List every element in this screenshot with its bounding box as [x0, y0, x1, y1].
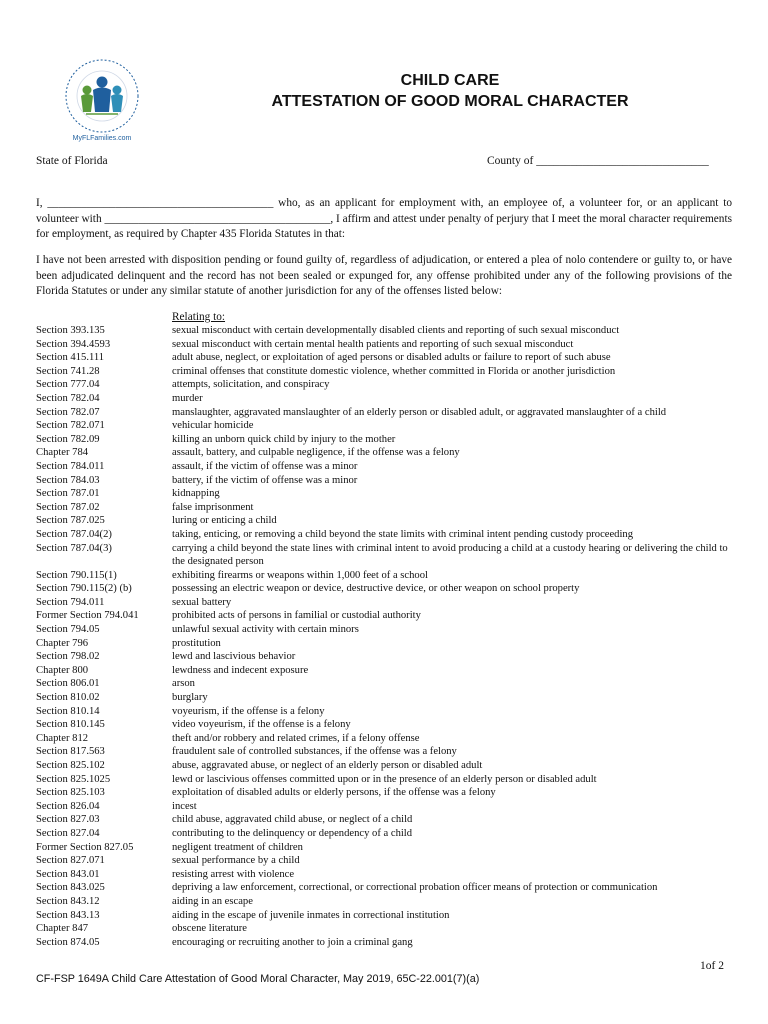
offense-description: assault, if the victim of offense was a minor	[172, 460, 358, 472]
offense-row	[36, 800, 736, 814]
offense-section: Chapter 812	[36, 732, 89, 744]
page-number: 1of 2	[700, 960, 724, 972]
offense-description: aiding in an escape	[172, 895, 253, 907]
offense-section: Section 777.04	[36, 379, 100, 391]
offense-section: Former Section 827.05	[36, 841, 134, 853]
offense-section: Section 790.115(1)	[36, 569, 117, 581]
form-footer: CF-FSP 1649A Child Care Attestation of Good Moral Character, May 2019, 65C-22.001(7)(a)	[36, 973, 480, 985]
offense-row	[36, 895, 736, 909]
offense-row	[36, 419, 736, 433]
offense-row	[36, 936, 736, 950]
offense-row	[36, 759, 736, 773]
offense-description: exhibiting firearms or weapons within 1,000 feet of a school	[172, 569, 428, 581]
offense-description: luring or enticing a child	[172, 515, 277, 527]
offense-row	[36, 677, 736, 691]
offense-section: Section 843.025	[36, 882, 105, 894]
offense-row	[36, 909, 736, 923]
offense-description: contributing to the delinquency or dependency of a child	[172, 827, 413, 839]
offense-section: Section 843.01	[36, 868, 100, 880]
offense-section: Section 843.13	[36, 909, 100, 921]
offense-section: Chapter 800	[36, 664, 89, 676]
relating-to-label: Relating to:	[172, 311, 226, 323]
offense-section: Section 826.04	[36, 800, 100, 812]
offense-description: exploitation of disabled adults or elderly persons, if the offense was a felony	[172, 787, 496, 799]
offense-description: theft and/or robbery and related crimes, if a felony offense	[172, 732, 420, 744]
offense-row	[36, 433, 736, 447]
offense-description: adult abuse, neglect, or exploitation of aged persons or disabled adults or failure to report of such abuse	[172, 352, 611, 364]
offense-section: Section 825.103	[36, 787, 105, 799]
offense-description: lewd or lascivious offenses committed upon or in the presence of an elderly person or disabled adult	[172, 773, 597, 785]
offense-row	[36, 705, 736, 719]
offense-row	[36, 854, 736, 868]
offense-section: Section 787.025	[36, 515, 105, 527]
offense-row	[36, 582, 736, 596]
offense-row	[36, 868, 736, 882]
offense-section: Section 806.01	[36, 678, 100, 690]
offense-section: Section 810.02	[36, 692, 100, 704]
offense-row	[36, 691, 736, 705]
county-field[interactable]: County of ______________________________	[487, 155, 709, 167]
offense-description: obscene literature	[172, 923, 247, 935]
offense-row	[36, 569, 736, 583]
offense-section: Section 782.07	[36, 406, 100, 418]
offense-section: Section 794.05	[36, 624, 100, 636]
offense-row	[36, 827, 736, 841]
offense-description: manslaughter, aggravated manslaughter of an elderly person or disabled adult, or aggravated manslaughter of a child	[172, 406, 667, 418]
offense-row	[36, 378, 736, 392]
offense-row	[36, 664, 736, 678]
offense-row	[36, 609, 736, 623]
dcf-logo	[56, 52, 148, 144]
offense-row	[36, 623, 736, 637]
offense-section: Section 827.04	[36, 827, 100, 839]
offense-row	[36, 922, 736, 936]
offense-description: carrying a child beyond the state lines with criminal intent to avoid producing a child at a custody hearing or delivering the child to the designated person	[172, 542, 728, 568]
offense-row	[36, 528, 736, 542]
offense-row	[36, 732, 736, 746]
offense-description: lewdness and indecent exposure	[172, 664, 309, 676]
offense-row	[36, 324, 736, 338]
offense-description: kidnapping	[172, 488, 220, 500]
offense-description: battery, if the victim of offense was a minor	[172, 474, 358, 486]
offense-description: voyeurism, if the offense is a felony	[172, 705, 325, 717]
offense-section: Section 798.02	[36, 651, 100, 663]
offense-section: Section 784.011	[36, 460, 105, 472]
offense-section: Section 782.09	[36, 433, 100, 445]
offense-row	[36, 474, 736, 488]
form-title	[200, 70, 700, 112]
offense-description: sexual battery	[172, 596, 232, 608]
offense-section: Section 787.04(3)	[36, 542, 112, 554]
offense-row	[36, 501, 736, 515]
offense-section: Former Section 794.041	[36, 610, 139, 622]
offense-section: Section 843.12	[36, 895, 100, 907]
offense-row	[36, 786, 736, 800]
offense-row	[36, 392, 736, 406]
offense-description: burglary	[172, 692, 208, 704]
offense-description: taking, enticing, or removing a child beyond the state limits with criminal intent pending custody proceeding	[172, 528, 634, 540]
offense-row	[36, 813, 736, 827]
offense-description: abuse, aggravated abuse, or neglect of an elderly person or disabled adult	[172, 760, 483, 771]
offense-description: vehicular homicide	[172, 420, 254, 432]
offense-description: lewd and lascivious behavior	[172, 651, 296, 663]
state-label: State of Florida	[36, 155, 108, 167]
offense-row	[36, 881, 736, 895]
offense-section: Section 817.563	[36, 746, 105, 758]
offense-row	[36, 596, 736, 610]
offense-description: resisting arrest with violence	[172, 868, 295, 880]
offense-description: depriving a law enforcement, correctional, or correctional probation officer means of protection or communication	[172, 882, 658, 894]
offense-row	[36, 487, 736, 501]
offense-section: Chapter 847	[36, 923, 89, 935]
offense-description: child abuse, aggravated child abuse, or neglect of a child	[172, 814, 413, 826]
offense-section: Section 782.04	[36, 392, 100, 404]
offense-section: Section 827.071	[36, 855, 105, 867]
offense-section: Section 810.14	[36, 705, 100, 717]
offense-section: Section 393.135	[36, 325, 105, 336]
offense-description: incest	[172, 800, 197, 812]
offense-row	[36, 542, 736, 569]
offense-row	[36, 841, 736, 855]
offense-row	[36, 718, 736, 732]
offense-section: Section 825.1025	[36, 773, 111, 785]
offense-description: false imprisonment	[172, 501, 254, 513]
attestation-paragraph: I, ________________________________________ who, as an applicant for employment with, an employee of, a volunteer for, or an applicant to volunteer with ________________________________________, I affirm and attest under penalty of perjury that I meet the moral character requirements for employment, as required by Chapter 435 Florida Statutes in that:	[36, 197, 732, 240]
offense-description: fraudulent sale of controlled substances, if the offense was a felony	[172, 746, 457, 758]
offense-section: Section 784.03	[36, 474, 100, 486]
offense-description: sexual performance by a child	[172, 855, 300, 867]
offense-section: Section 810.145	[36, 719, 105, 731]
offense-list	[36, 324, 736, 949]
offense-row	[36, 338, 736, 352]
offense-row	[36, 745, 736, 759]
offense-row	[36, 773, 736, 787]
offense-section: Chapter 784	[36, 447, 89, 459]
offense-section: Section 787.01	[36, 488, 100, 500]
offense-row	[36, 406, 736, 420]
offense-section: Section 827.03	[36, 814, 100, 826]
svg-text:MyFLFamilies.com: MyFLFamilies.com	[72, 135, 132, 142]
offense-description: murder	[172, 392, 203, 404]
offense-section: Section 790.115(2) (b)	[36, 583, 132, 595]
offense-description: aiding in the escape of juvenile inmates in correctional institution	[172, 909, 450, 921]
offense-description: assault, battery, and culpable negligence, if the offense was a felony	[172, 447, 460, 459]
offense-description: unlawful sexual activity with certain minors	[172, 624, 359, 636]
offense-section: Section 782.071	[36, 420, 105, 432]
offense-row	[36, 446, 736, 460]
offense-description: negligent treatment of children	[172, 841, 303, 853]
offense-description: attempts, solicitation, and conspiracy	[172, 379, 330, 391]
offense-section: Section 794.011	[36, 596, 105, 608]
offense-description: killing an unborn quick child by injury to the mother	[172, 433, 396, 445]
offense-description: video voyeurism, if the offense is a felony	[172, 719, 351, 731]
offense-section: Section 394.4593	[36, 338, 111, 350]
offense-row	[36, 650, 736, 664]
title-line-1: CHILD CARE	[400, 72, 500, 89]
offense-section: Section 415.111	[36, 352, 105, 364]
offense-row	[36, 351, 736, 365]
offense-section: Section 787.04(2)	[36, 528, 112, 540]
offense-description: encouraging or recruiting another to join a criminal gang	[172, 936, 413, 948]
offense-section: Section 741.28	[36, 365, 100, 377]
offense-description: possessing an electric weapon or device, destructive device, or other weapon on school property	[172, 583, 580, 595]
statement-paragraph: I have not been arrested with disposition pending or found guilty of, regardless of adjudication, or entered a plea of nolo contendere or guilty to, or have been adjudicated delinquent and the record has not been sealed or expunged for, any offense prohibited under any of the following provisions of the Florida Statutes or under any similar statute of another jurisdiction for any of the offenses listed below:	[36, 254, 732, 297]
offense-section: Chapter 796	[36, 637, 89, 649]
offense-description: sexual misconduct with certain developmentally disabled clients and reporting of such sexual misconduct	[172, 325, 620, 336]
offense-description: sexual misconduct with certain mental health patients and reporting of such sexual misconduct	[172, 338, 574, 350]
offense-row	[36, 514, 736, 528]
offense-row	[36, 460, 736, 474]
offense-row	[36, 365, 736, 379]
offense-description: prohibited acts of persons in familial or custodial authority	[172, 610, 421, 622]
offense-section: Section 787.02	[36, 501, 100, 513]
title-line-2: ATTESTATION OF GOOD MORAL CHARACTER	[271, 93, 629, 110]
offense-description: arson	[172, 678, 195, 690]
offense-row	[36, 637, 736, 651]
offense-description: criminal offenses that constitute domestic violence, whether committed in Florida or another jurisdiction	[172, 365, 616, 377]
offense-section: Section 825.102	[36, 760, 105, 771]
offense-description: prostitution	[172, 637, 221, 649]
offense-section: Section 874.05	[36, 936, 100, 948]
